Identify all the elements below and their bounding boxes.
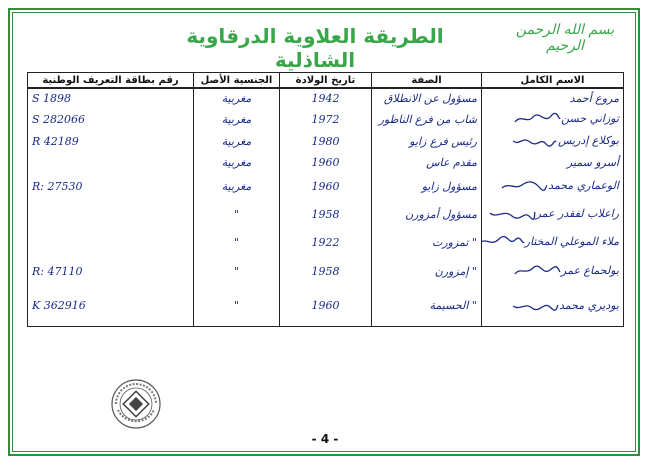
cell-nationality: مغربية xyxy=(194,130,280,152)
cell-national-id xyxy=(28,228,194,256)
cell-name: ملاء الموعلي المختار xyxy=(482,228,624,256)
basmala-calligraphy: بسم الله الرحمن الرحيم xyxy=(515,22,615,54)
page-number: - 4 - xyxy=(311,432,339,446)
cell-title: " إمزورن xyxy=(372,256,482,286)
cell-nationality: " xyxy=(194,200,280,228)
cell-title: مسؤول عن الانطلاق xyxy=(372,88,482,108)
cell-title: " تمزورت xyxy=(372,228,482,256)
cell-name: الوعماري محمد xyxy=(482,172,624,200)
cell-name: مروع أحمد xyxy=(482,88,624,108)
header-nationality: الجنسية الأصل xyxy=(194,73,280,89)
cell-national-id: K 362916 xyxy=(28,286,194,326)
signature-icon xyxy=(513,112,561,126)
cell-name: أسرو سمير xyxy=(482,152,624,172)
cell-title: مقدم عاس xyxy=(372,152,482,172)
table-row xyxy=(28,88,624,108)
header-full-name: الاسم الكامل xyxy=(482,73,624,89)
cell-title: رئيس فرع زايو xyxy=(372,130,482,152)
header-national-id: رقم بطاقة التعريف الوطنية xyxy=(28,73,194,89)
table-row xyxy=(28,256,624,286)
cell-birth-date: 1960 xyxy=(280,172,372,200)
cell-birth-date: 1980 xyxy=(280,130,372,152)
page-title: الطريقة العلاوية الدرقاوية الشاذلية xyxy=(186,24,444,72)
cell-nationality: " xyxy=(194,256,280,286)
cell-national-id: S 1898 xyxy=(28,88,194,108)
cell-national-id: S 282066 xyxy=(28,108,194,130)
cell-name: بوكلاع إدريس xyxy=(482,130,624,152)
cell-name: بوديري محمد xyxy=(482,286,624,326)
cell-title: شاب من فرع الناظور xyxy=(372,108,482,130)
cell-birth-date: 1972 xyxy=(280,108,372,130)
signature-icon xyxy=(513,264,561,278)
signature-icon xyxy=(482,235,525,249)
cell-nationality: مغربية xyxy=(194,172,280,200)
cell-nationality: " xyxy=(194,228,280,256)
cell-name: بولحماع عمر xyxy=(482,256,624,286)
table-row xyxy=(28,152,624,172)
members-table xyxy=(27,72,624,327)
cell-birth-date: 1960 xyxy=(280,286,372,326)
cell-birth-date: 1942 xyxy=(280,88,372,108)
cell-national-id: R: 47110 xyxy=(28,256,194,286)
cell-nationality: " xyxy=(194,286,280,326)
header-title: الصفة xyxy=(372,73,482,89)
cell-title: " الحسيمة xyxy=(372,286,482,326)
cell-nationality: مغربية xyxy=(194,108,280,130)
cell-title: مسؤول زايو xyxy=(372,172,482,200)
cell-birth-date: 1958 xyxy=(280,256,372,286)
cell-birth-date: 1922 xyxy=(280,228,372,256)
signature-icon xyxy=(488,207,536,221)
cell-name: راعلاب لفقدر عمر xyxy=(482,200,624,228)
cell-national-id: R: 27530 xyxy=(28,172,194,200)
cell-nationality: مغربية xyxy=(194,88,280,108)
table-row xyxy=(28,172,624,200)
header-birth-date: تاريخ الولادة xyxy=(280,73,372,89)
cell-national-id: R 42189 xyxy=(28,130,194,152)
table-row xyxy=(28,108,624,130)
cell-name: توزاني حسن xyxy=(482,108,624,130)
seal-stamp-icon xyxy=(110,378,162,430)
table-row xyxy=(28,130,624,152)
cell-birth-date: 1958 xyxy=(280,200,372,228)
table-row xyxy=(28,228,624,256)
cell-birth-date: 1960 xyxy=(280,152,372,172)
cell-title: مسؤول أمزورن xyxy=(372,200,482,228)
signature-icon xyxy=(510,134,558,148)
cell-national-id xyxy=(28,200,194,228)
cell-national-id xyxy=(28,152,194,172)
table-row xyxy=(28,200,624,228)
signature-icon xyxy=(511,299,559,313)
table-row xyxy=(28,286,624,326)
signature-icon xyxy=(500,179,548,193)
cell-nationality: مغربية xyxy=(194,152,280,172)
table-header-row xyxy=(28,73,624,89)
